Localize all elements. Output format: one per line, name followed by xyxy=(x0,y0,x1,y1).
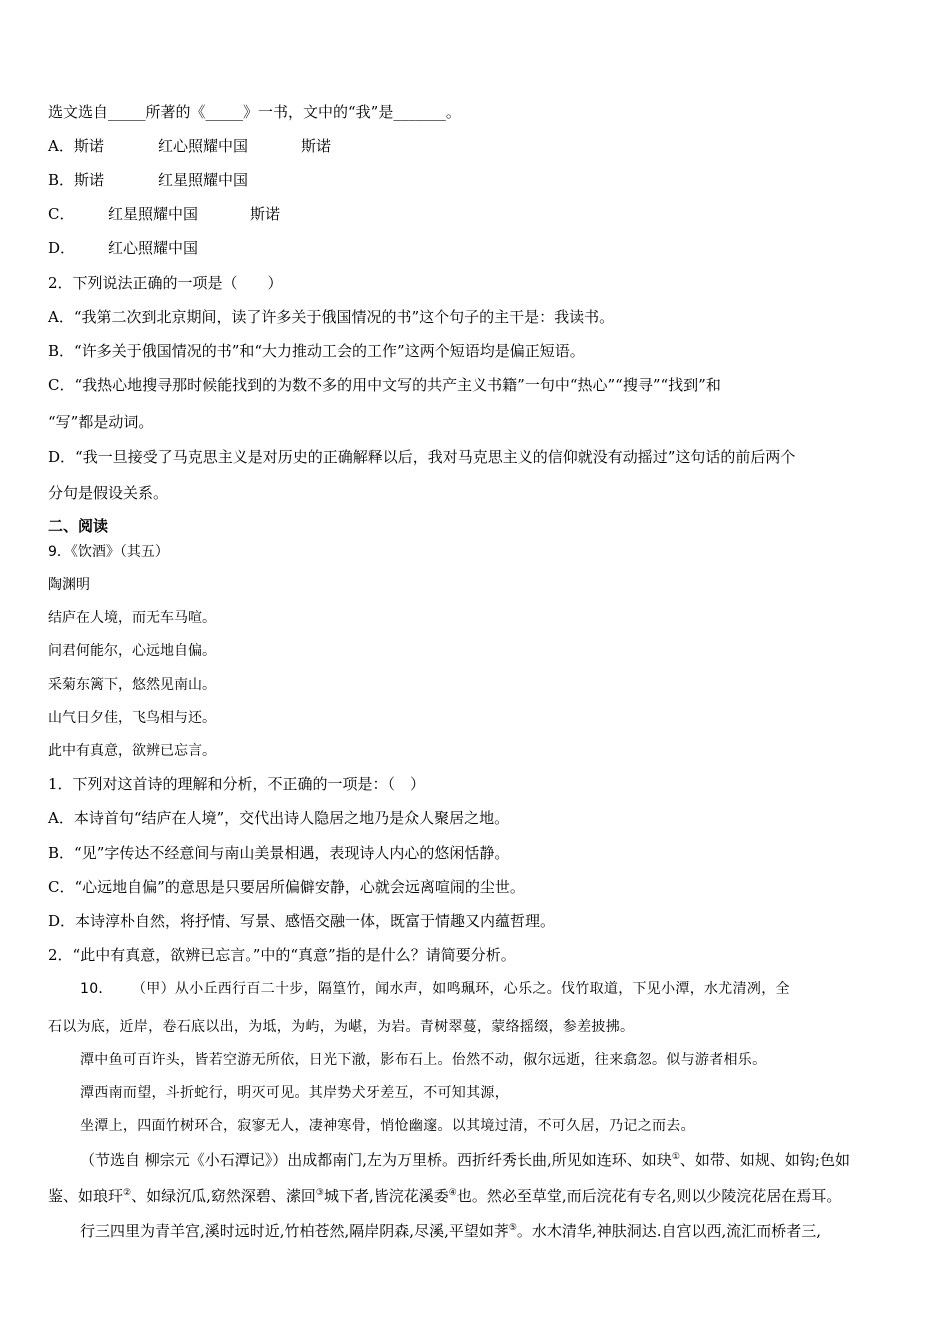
q10-yi-text: 。水木清华,神肤洞达.自宫以西,流汇而桥者三, xyxy=(516,1222,821,1240)
q10-yi-text: 行三四里为青羊宫,溪时远时近,竹柏苍然,隔岸阴森,尽溪,平望如荠 xyxy=(80,1222,509,1240)
q10-yi-line2 xyxy=(48,1186,910,1206)
q1-option-c xyxy=(48,204,910,224)
q1-option-d-book: 红心照耀中国 xyxy=(108,239,199,257)
poem-line: 结庐在人境，而无车马喧。 xyxy=(48,610,216,626)
q1-option-a-label: A．斯诺 xyxy=(48,137,104,155)
q10-yi-text: 鉴、如琅玕 xyxy=(48,1187,124,1205)
q2-option-b: B．“许多关于俄国情况的书”和“大力推动工会的工作”这两个短语均是偏正短语。 xyxy=(48,342,585,360)
q2-option-d: D．“我一旦接受了马克思主义是对历史的正确解释以后，我对马克思主义的信仰就没有动摇过”这句话的前后两个 xyxy=(48,448,796,466)
footnote-marker: ④ xyxy=(448,1188,457,1198)
q1-option-a-narrator: 斯诺 xyxy=(301,137,332,155)
q10-source-text: （节选自 柳宗元《小石潭记》）出成都南门,左为万里桥。西折纤秀长曲,所见如连环、如玦 xyxy=(80,1151,672,1169)
q9-sub2-stem: 2．“此中有真意，欲辨已忘言。”中的“真意”指的是什么？请简要分析。 xyxy=(48,946,516,964)
footnote-marker: ② xyxy=(123,1188,132,1198)
q1-stem: 选文选自_____所著的《_____》一书，文中的“我”是_______。 xyxy=(48,103,461,121)
q1-option-b-label: B．斯诺 xyxy=(48,171,105,189)
q2-option-d-cont: 分句是假设关系。 xyxy=(48,484,169,502)
poem-line: 此中有真意，欲辨已忘言。 xyxy=(48,743,216,759)
q10-yi-text: 、如带、如规、如钩;色如 xyxy=(679,1151,850,1169)
q1-option-c-label: C． xyxy=(48,205,75,223)
q2-option-c-cont: “写”都是动词。 xyxy=(48,413,154,431)
q9-title: 9．《饮酒》（其五） xyxy=(48,544,169,560)
q10-yi-text: 、如绿沉瓜,窈然深碧、潆回 xyxy=(131,1187,316,1205)
q10-number: 10． xyxy=(80,981,113,997)
q10-yi-text: 城下者,皆浣花溪委 xyxy=(323,1187,449,1205)
q1-option-b-book: 红星照耀中国 xyxy=(158,171,249,189)
q1-option-b xyxy=(48,170,910,190)
q1-option-a-book: 红心照耀中国 xyxy=(158,137,249,155)
q9-sub1-option-b: B．“见”字传达不经意间与南山美景相遇，表现诗人内心的悠闲恬静。 xyxy=(48,844,510,862)
poem-line: 山气日夕佳，飞鸟相与还。 xyxy=(48,710,216,726)
q10-yi-line3 xyxy=(80,1221,910,1241)
poem-line: 采菊东篱下，悠然见南山。 xyxy=(48,677,216,693)
footnote-marker: ① xyxy=(671,1152,680,1162)
q10-jia-para3: 潭西南而望，斗折蛇行，明灭可见。其岸势犬牙差互，不可知其源， xyxy=(80,1085,509,1101)
q10-jia-line1 xyxy=(80,979,910,999)
q9-author: 陶渊明 xyxy=(48,577,90,593)
q1-option-c-narrator: 斯诺 xyxy=(250,205,281,223)
q1-option-a xyxy=(48,136,910,156)
q9-sub1-option-c: C．“心远地自偏”的意思是只要居所偏僻安静，心就会远离喧闹的尘世。 xyxy=(48,878,525,896)
q2-option-a: A．“我第二次到北京期间，读了许多关于俄国情况的书”这个句子的主干是：我读书。 xyxy=(48,308,615,326)
q10-jia-line2: 石以为底，近岸，卷石底以出，为坻，为屿，为嵁，为岩。青树翠蔓，蒙络摇缀，参差披拂。 xyxy=(48,1019,635,1035)
q10-jia-para2: 潭中鱼可百许头，皆若空游无所依，日光下澈，影布石上。佁然不动，俶尔远逝，往来翕忽。似与游者相乐。 xyxy=(80,1052,767,1068)
footnote-marker: ③ xyxy=(315,1188,324,1198)
q9-sub1-stem: 1．下列对这首诗的理解和分析，不正确的一项是：（ ） xyxy=(48,775,426,793)
poem-line: 问君何能尔，心远地自偏。 xyxy=(48,643,216,659)
q10-yi-line1 xyxy=(80,1150,910,1170)
q2-stem: 2．下列说法正确的一项是（ ） xyxy=(48,274,283,292)
q9-sub1-option-a: A．本诗首句“结庐在人境”，交代出诗人隐居之地乃是众人聚居之地。 xyxy=(48,809,510,827)
q1-option-d-label: D． xyxy=(48,239,76,257)
section-title: 二、阅读 xyxy=(48,517,109,535)
q10-jia-para4: 坐潭上，四面竹树环合，寂寥无人，凄神寒骨，悄怆幽邃。以其境过清，不可久居，乃记之而去。 xyxy=(80,1118,695,1134)
q10-yi-text: 也。然必至草堂,而后浣花有专名,则以少陵浣花居在焉耳。 xyxy=(456,1187,842,1205)
q1-option-c-book: 红星照耀中国 xyxy=(108,205,199,223)
footnote-marker: ⑤ xyxy=(508,1223,517,1233)
q1-option-d xyxy=(48,238,910,258)
q2-option-c: C．“我热心地搜寻那时候能找到的为数不多的用中文写的共产主义书籍”一句中“热心”“搜寻”“找到”和 xyxy=(48,376,721,394)
q10-jia-text: （甲）从小丘西行百二十步，隔篁竹，闻水声，如鸣珮环，心乐之。伐竹取道，下见小潭，水尤清冽，全 xyxy=(132,981,790,997)
q9-sub1-option-d: D．本诗淳朴自然，将抒情、写景、感悟交融一体，既富于情趣又内蕴哲理。 xyxy=(48,912,556,930)
